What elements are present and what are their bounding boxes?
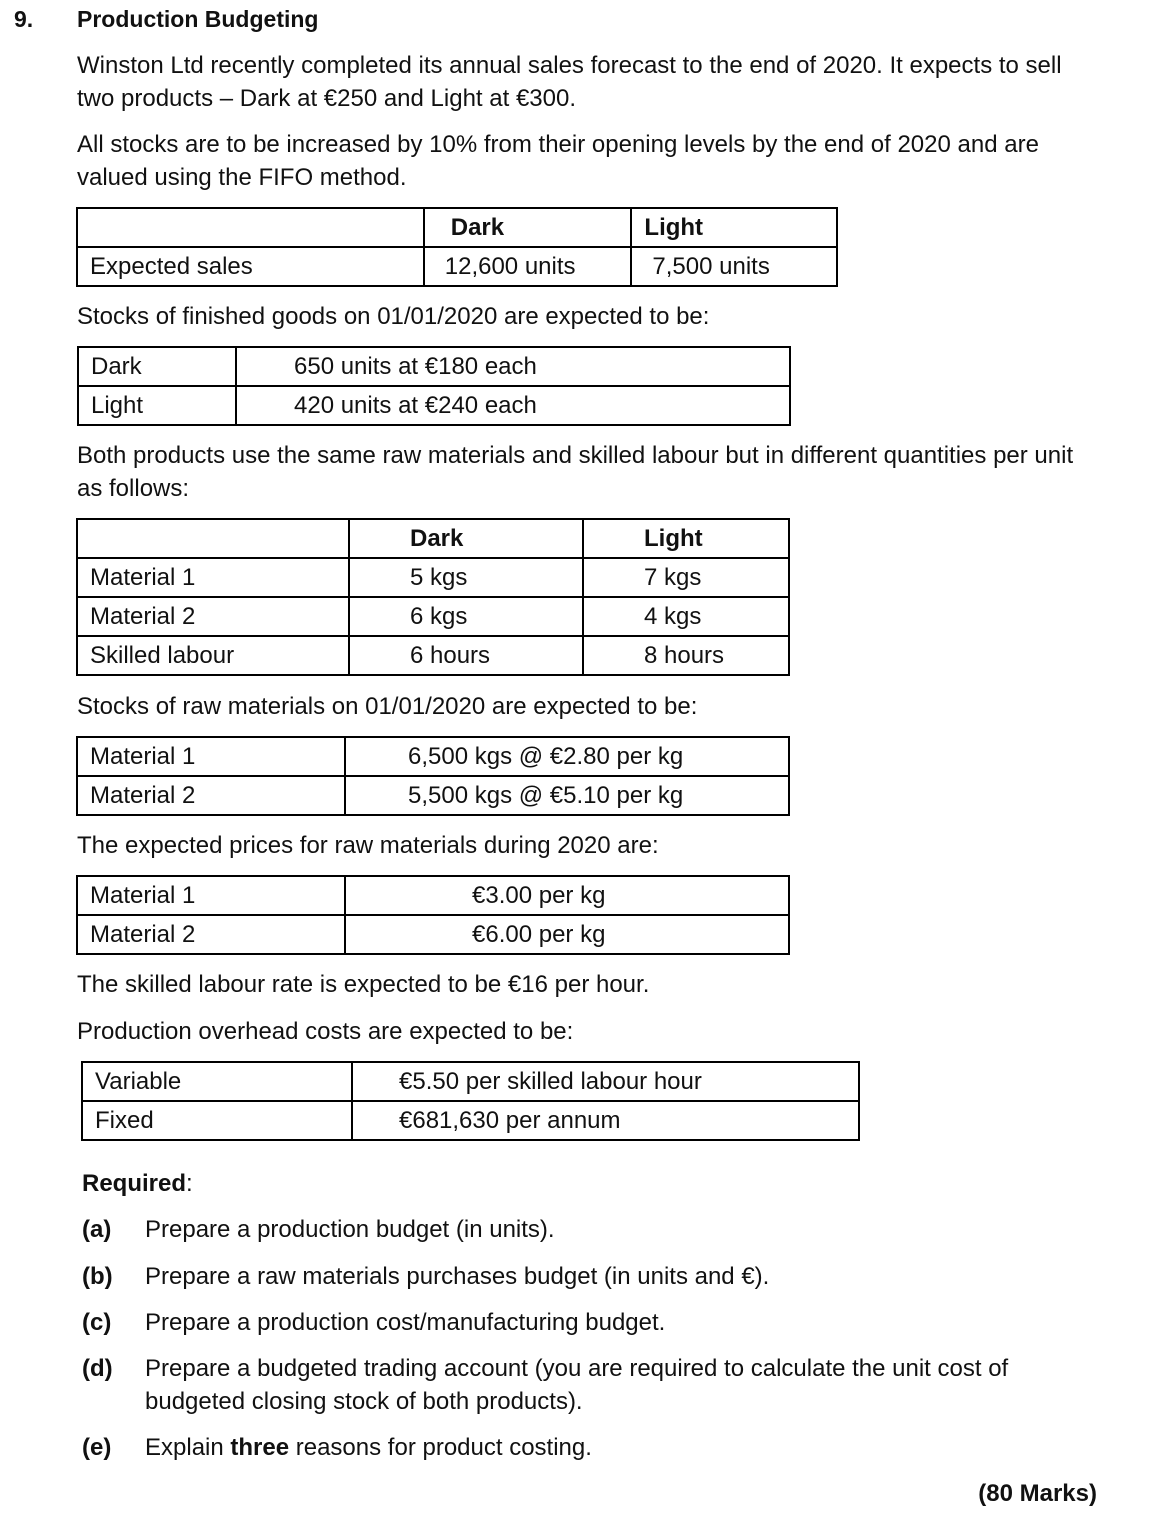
intro-paragraph-2: All stocks are to be increased by 10% from their opening levels by the end of 2020 and are valued using the FIFO method. xyxy=(77,131,1039,191)
row-value: €6.00 per kg xyxy=(345,915,789,954)
row-label: Light xyxy=(78,386,236,425)
row-label: Material 1 xyxy=(77,558,349,597)
usage-dark: 6 hours xyxy=(349,636,583,675)
table-row xyxy=(77,915,789,954)
row-label: Fixed xyxy=(82,1101,352,1140)
table-header-row xyxy=(77,208,837,247)
row-label: Expected sales xyxy=(77,247,424,286)
header-light: Light xyxy=(631,208,837,247)
table-row xyxy=(82,1101,859,1140)
table-header-row xyxy=(77,519,789,558)
table-row xyxy=(77,776,789,815)
row-label: Material 1 xyxy=(77,876,345,915)
usage-dark: 6 kgs xyxy=(349,597,583,636)
row-value: 6,500 kgs @ €2.80 per kg xyxy=(345,737,789,776)
expected-sales-table xyxy=(76,207,838,287)
table-row xyxy=(78,347,790,386)
requirement-label: (b) xyxy=(82,1263,113,1290)
row-label: Material 2 xyxy=(77,776,345,815)
row-label: Material 2 xyxy=(77,915,345,954)
table-row xyxy=(77,876,789,915)
usage-light: 8 hours xyxy=(583,636,789,675)
raw-stock-table xyxy=(76,736,790,816)
question-title: Production Budgeting xyxy=(77,6,319,32)
required-colon: : xyxy=(186,1170,193,1197)
table-row xyxy=(77,558,789,597)
table-row xyxy=(77,636,789,675)
usage-light: 7 kgs xyxy=(583,558,789,597)
row-label: Material 1 xyxy=(77,737,345,776)
requirement-text: Prepare a production cost/manufacturing budget. xyxy=(145,1309,666,1336)
row-value: €5.50 per skilled labour hour xyxy=(352,1062,859,1101)
sales-light: 7,500 units xyxy=(631,247,837,286)
table-row xyxy=(82,1062,859,1101)
requirement-text-end: reasons for product costing. xyxy=(289,1434,592,1461)
requirement-text xyxy=(145,1431,1085,1464)
total-marks: (80 Marks) xyxy=(978,1480,1097,1507)
row-label: Material 2 xyxy=(77,597,349,636)
header-blank-cell xyxy=(77,519,349,558)
requirement-label: (e) xyxy=(82,1434,112,1461)
row-label: Dark xyxy=(78,347,236,386)
list-item xyxy=(82,1260,1082,1294)
requirement-text-emphasis: three xyxy=(230,1434,290,1461)
raw-stock-intro: Stocks of raw materials on 01/01/2020 are expected to be: xyxy=(77,693,698,720)
table-row xyxy=(77,597,789,636)
required-label: Required xyxy=(82,1170,187,1197)
row-label: Skilled labour xyxy=(77,636,349,675)
requirement-text: Prepare a budgeted trading account (you are required to calculate the unit cost of budgeted closing stock of both products). xyxy=(145,1355,1009,1415)
row-value: 5,500 kgs @ €5.10 per kg xyxy=(345,776,789,815)
sales-dark: 12,600 units xyxy=(424,247,632,286)
intro-paragraph-1: Winston Ltd recently completed its annual sales forecast to the end of 2020. It expects to sell two products – Dark at €250 and Light at €300. xyxy=(77,52,1062,112)
table-row xyxy=(77,247,837,286)
row-value: 650 units at €180 each xyxy=(236,347,790,386)
header-light: Light xyxy=(583,519,789,558)
usage-light: 4 kgs xyxy=(583,597,789,636)
row-value: 420 units at €240 each xyxy=(236,386,790,425)
overhead-intro: Production overhead costs are expected to be: xyxy=(77,1018,574,1045)
list-item xyxy=(82,1352,1082,1420)
requirement-label: (a) xyxy=(82,1216,112,1243)
list-item xyxy=(82,1213,1082,1247)
header-dark: Dark xyxy=(424,208,632,247)
requirement-text: Prepare a raw materials purchases budget (in units and €). xyxy=(145,1263,770,1290)
requirement-label: (d) xyxy=(82,1355,113,1382)
header-dark: Dark xyxy=(349,519,583,558)
labour-rate: The skilled labour rate is expected to be €16 per hour. xyxy=(77,971,650,998)
requirement-text-start: Explain xyxy=(145,1434,231,1461)
list-item xyxy=(82,1306,1082,1340)
usage-dark: 5 kgs xyxy=(349,558,583,597)
finished-goods-intro: Stocks of finished goods on 01/01/2020 are expected to be: xyxy=(77,303,710,330)
usage-table xyxy=(76,518,790,676)
table-row xyxy=(78,386,790,425)
list-item xyxy=(82,1431,1082,1465)
header-blank-cell xyxy=(77,208,424,247)
question-number: 9. xyxy=(14,6,34,32)
requirement-text: Prepare a production budget (in units). xyxy=(145,1216,555,1243)
finished-goods-table xyxy=(77,346,791,426)
requirement-label: (c) xyxy=(82,1309,112,1336)
prices-table xyxy=(76,875,790,955)
row-value: €681,630 per annum xyxy=(352,1101,859,1140)
required-heading xyxy=(82,1170,193,1198)
table-row xyxy=(77,737,789,776)
row-value: €3.00 per kg xyxy=(345,876,789,915)
usage-intro: Both products use the same raw materials and skilled labour but in different quantities per unit as follows: xyxy=(77,442,1074,502)
row-label: Variable xyxy=(82,1062,352,1101)
overheads-table xyxy=(81,1061,860,1141)
prices-intro: The expected prices for raw materials during 2020 are: xyxy=(77,832,659,859)
